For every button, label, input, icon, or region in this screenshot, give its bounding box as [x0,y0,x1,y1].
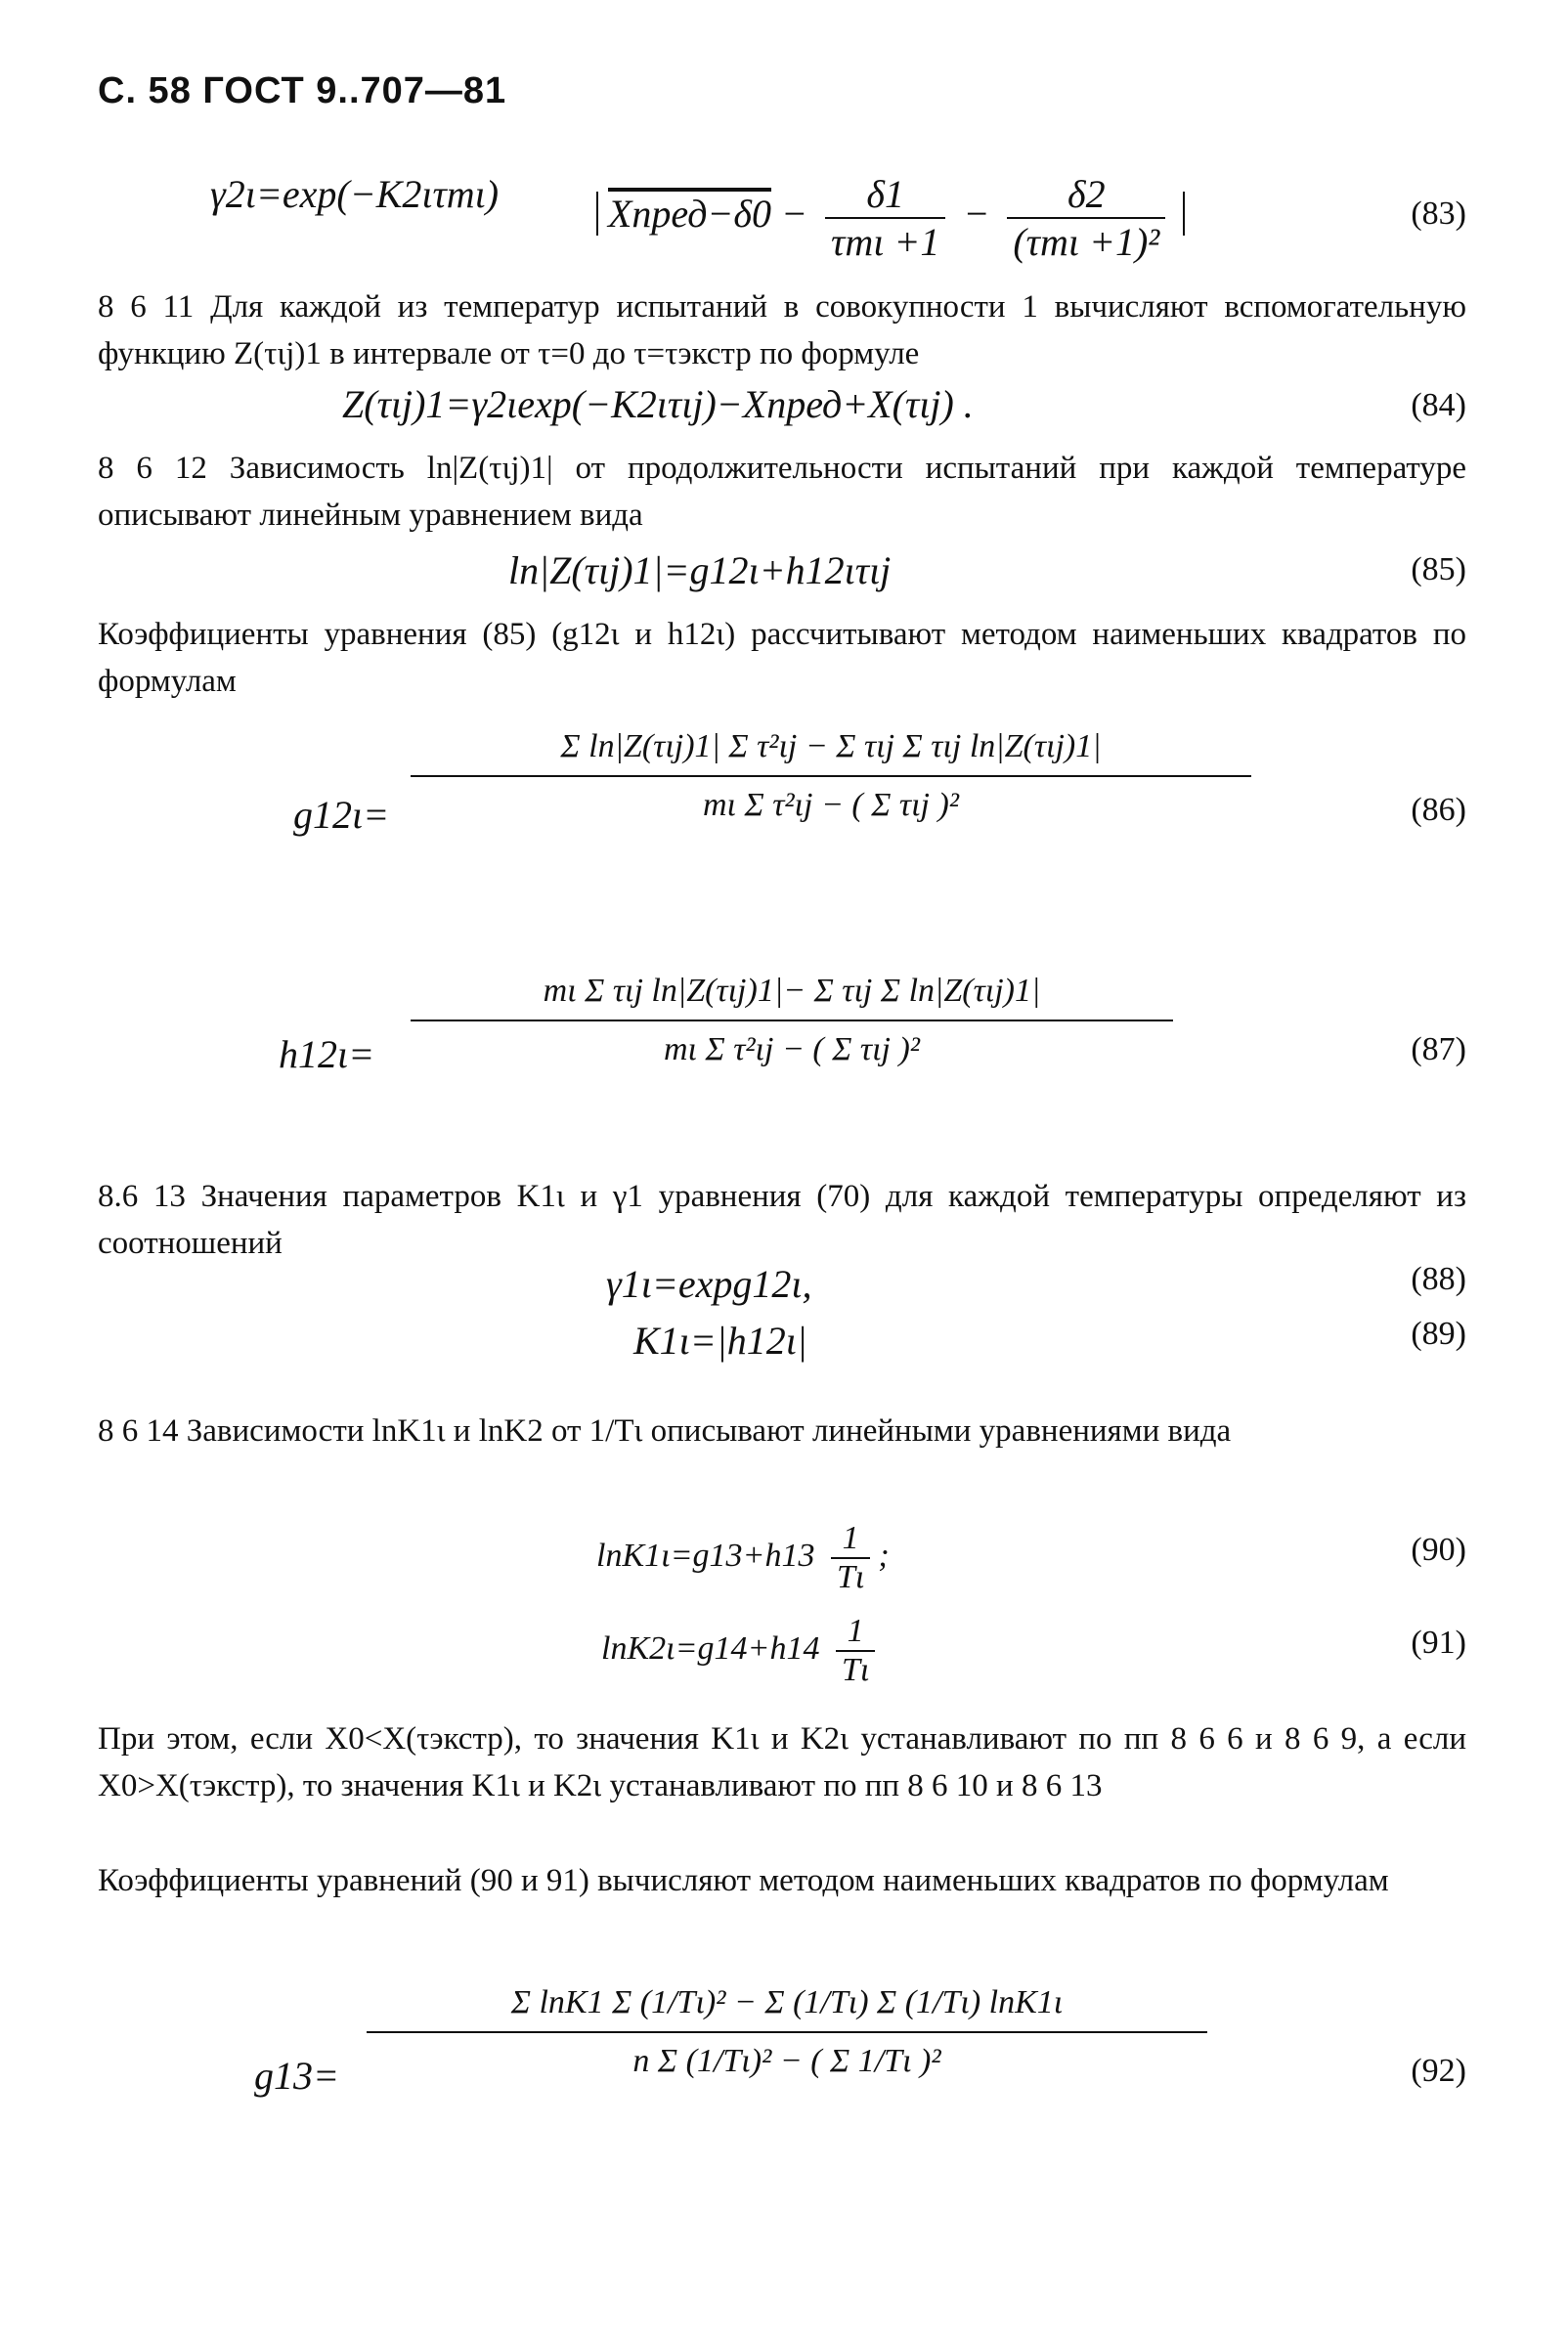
equation-number: (87) [1411,1031,1466,1067]
equation-85-text: ln|Z(τιj)1|=g12ι+h12ιτιj [508,548,892,592]
equation-number: (92) [1411,2053,1466,2089]
paragraph-coefficients-85: Коэффициенты уравнения (85) (g12ι и h12ι) рассчитывают методом наименьших квадратов по формулам [98,617,1466,699]
equation-83 [0,171,1568,264]
equation-85 [0,547,1568,606]
paragraph-condition: При этом, если X0<X(τэкстр), то значения K1ι и K2ι устанавливают по пп 8 6 6 и 8 6 9, а если X0>X(τэкстр), то значения K1ι и K2ι устанавливают по пп 8 6 10 и 8 6 13 [98,1721,1466,1803]
equation-91-lhs: lnK2ι=g14+h14 [601,1629,820,1667]
equation-83-den2: (τmι +1)² [1013,220,1160,264]
equation-86-lhs: g12ι= [293,793,390,837]
equation-83-den1: τmι +1 [831,220,940,264]
equation-83-d2: δ2 [1007,171,1165,219]
equation-90-tail: ; [878,1537,890,1574]
equation-86-fraction [411,728,1251,824]
equation-91-den: Tι [841,1652,870,1688]
equation-86-denominator: mι Σ τ²ιj − ( Σ τιj )² [702,787,959,823]
equation-92-denominator: n Σ (1/Tι)² − ( Σ 1/Tι )² [632,2043,941,2079]
equation-number: (91) [1411,1625,1466,1661]
equation-number: (89) [1411,1316,1466,1352]
equation-number: (83) [1411,195,1466,232]
equation-number: (85) [1411,551,1466,587]
equation-90-lhs: lnK1ι=g13+h13 [596,1537,815,1574]
equation-91-text [601,1613,883,1689]
equation-90 [0,1520,1568,1598]
equation-87-fraction [411,973,1173,1068]
paragraph-8612: 8 6 12 Зависимость ln|Z(τιj)1| от продолжительности испытаний при каждой температуре описывают линейным уравнением вида [98,451,1466,533]
equation-83-part1: Xпред−δ0 − $\frac{\delta 1}{\text{τmι +1}}$ − $\frac{\delta 2}{\text{(τmι +1)²}}$ [596,171,1185,265]
equation-number: (84) [1411,387,1466,423]
equation-90-num: 1 [831,1520,870,1559]
paragraph-8611: 8 6 11 Для каждой из температур испытаний в совокупности 1 вычисляют вспомогательную функцию Z(τιj)1 в интервале от τ=0 до τ=τэкстр по формуле [98,289,1466,371]
equation-number: (86) [1411,792,1466,828]
equation-83-xpred: Xпред−δ0 [608,192,772,237]
paragraph-8613: 8.6 13 Значения параметров K1ι и γ1 уравнения (70) для каждой температуры определяют из соотношений [98,1179,1466,1261]
page-header: С. 58 ГОСТ 9..707—81 [98,70,507,111]
equation-86-numerator: Σ ln|Z(τιj)1| Σ τ²ιj − Σ τιj Σ τιj ln|Z(τιj)1| [411,728,1251,777]
equation-90-text [596,1520,890,1596]
equation-89-text: K1ι=|h12ι| [633,1319,807,1363]
equation-92-fraction [367,1984,1207,2080]
equation-92-numerator: Σ lnK1 Σ (1/Tι)² − Σ (1/Tι) Σ (1/Tι) lnK1ι [367,1984,1207,2033]
paragraph-8614: 8 6 14 Зависимости lnK1ι и lnK2 от 1/Tι описывают линейными уравнениями вида [98,1413,1232,1449]
equation-87-lhs: h12ι= [279,1032,375,1076]
equation-84 [0,381,1568,440]
equation-90-den: Tι [836,1559,865,1595]
equation-91-num: 1 [836,1613,875,1652]
equation-number: (88) [1411,1261,1466,1297]
equation-89 [0,1318,1568,1376]
equation-87-denominator: mι Σ τ²ιj − ( Σ τιj )² [663,1031,920,1067]
equation-92-lhs: g13= [254,2054,339,2098]
equation-83-lhs: γ2ι=exp(−K2ιτmι) [210,172,500,216]
equation-87-numerator: mι Σ τιj ln|Z(τιj)1|− Σ τιj Σ ln|Z(τιj)1| [411,973,1173,1021]
equation-91 [0,1613,1568,1691]
paragraph-coefficients-90: Коэффициенты уравнений (90 и 91) вычисляют методом наименьших квадратов по формулам [98,1863,1389,1898]
equation-83-d1: δ1 [825,171,945,219]
equation-88-text: γ1ι=expg12ι, [606,1262,812,1306]
equation-84-text: Z(τιj)1=γ2ιexp(−K2ιτιj)−Xпред+X(τιj) . [342,382,974,426]
equation-number: (90) [1411,1532,1466,1568]
equation-88 [0,1261,1568,1320]
